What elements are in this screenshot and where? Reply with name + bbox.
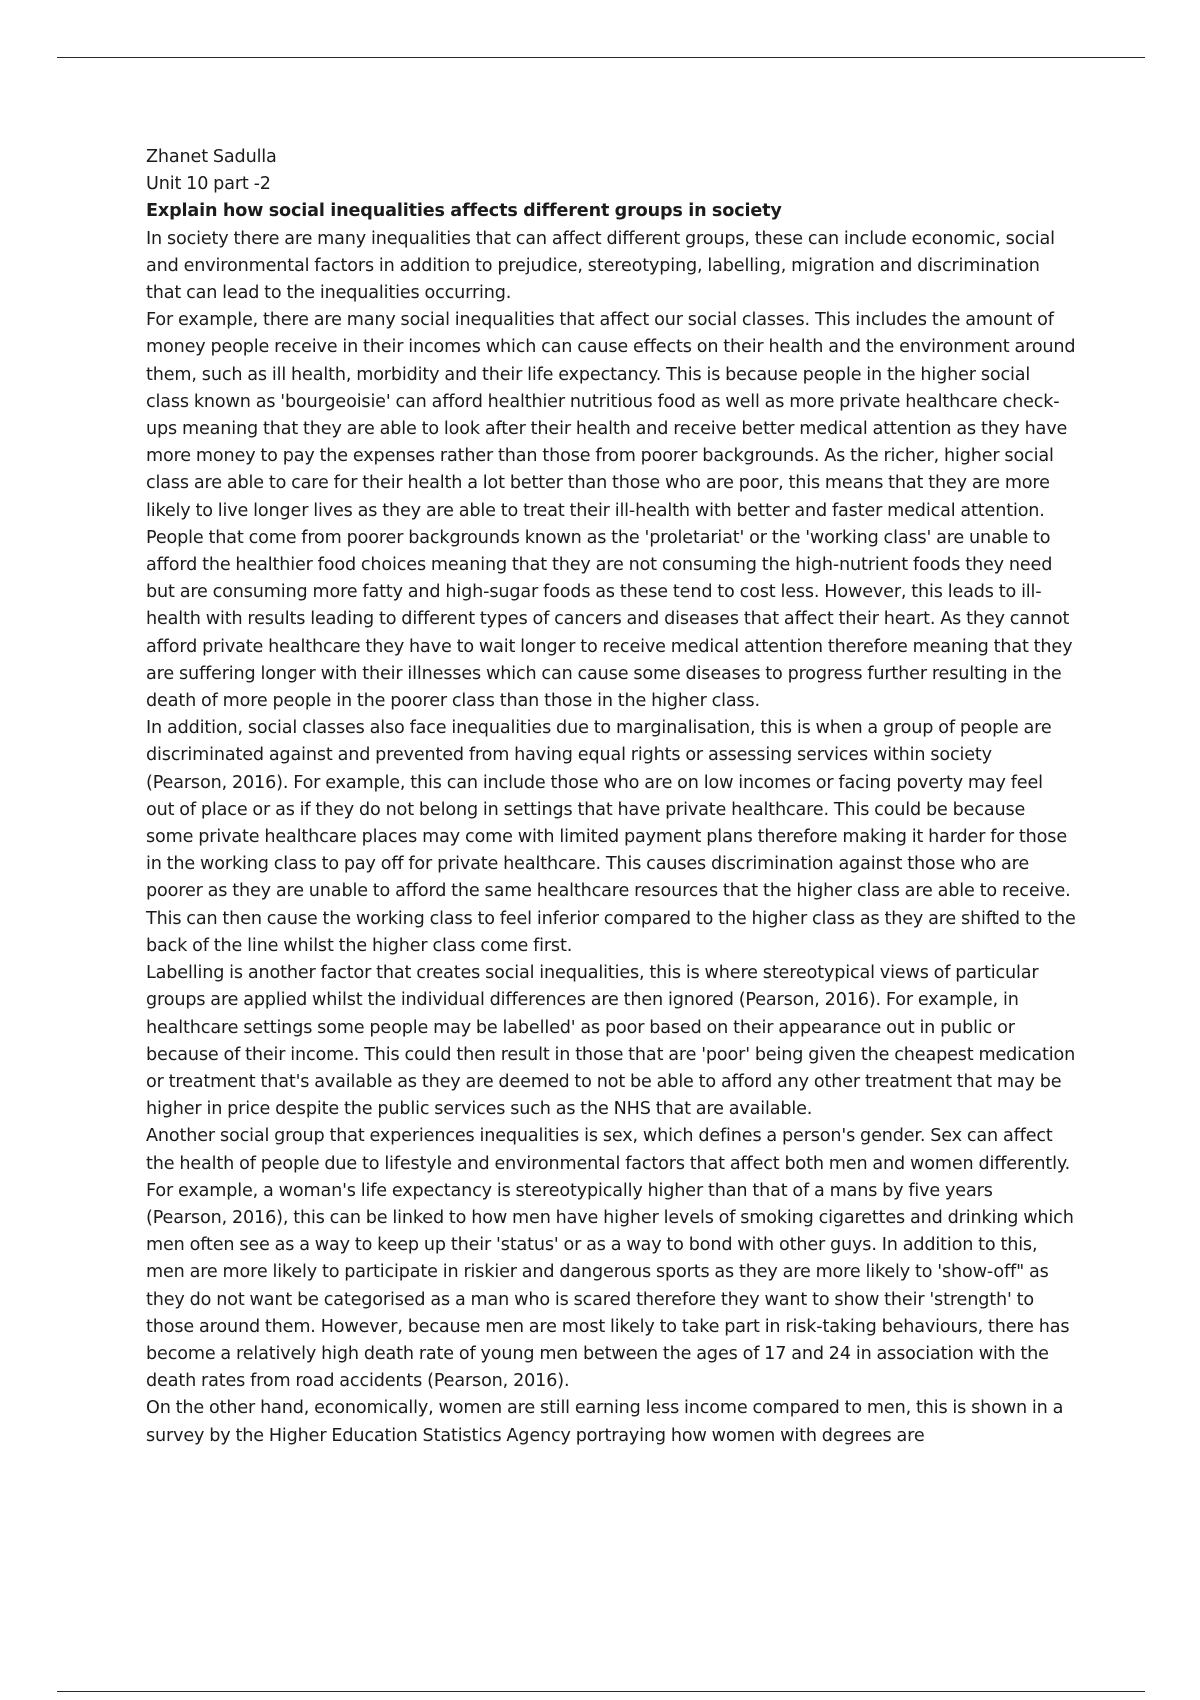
essay-question-heading: Explain how social inequalities affects different groups in society <box>146 201 782 222</box>
author-name: Zhanet Sadulla <box>146 147 277 167</box>
document-body <box>146 144 1076 1450</box>
paragraph-marginalisation: In addition, social classes also face inequalities due to marginalisation, this is when a group of people are discriminated against and prevented from having equal rights or assessing services within society (Pearson, 2016). For example, this can include those who are on low incomes or facing poverty may feel out of place or as if they do not belong in settings that have private healthcare. This could be because some private healthcare places may come with limited payment plans therefore making it harder for those in the working class to pay off for private healthcare. This causes discrimination against those who are poorer as they are unable to afford the same healthcare resources that the higher class are able to receive. This can then cause the working class to feel inferior compared to the higher class as they are shifted to the back of the line whilst the higher class come first. <box>146 718 1076 956</box>
paragraph-social-class: For example, there are many social inequalities that affect our social classes. This includes the amount of money people receive in their incomes which can cause effects on their health and the environment around them, such as ill health, morbidity and their life expectancy. This is because people in the higher social class known as 'bourgeoisie' can afford healthier nutritious food as well as more private healthcare check-ups meaning that they are able to look after their health and receive better medical attention as they have more money to pay the expenses rather than those from poorer backgrounds. As the richer, higher social class are able to care for their health a lot better than those who are poor, this means that they are more likely to live longer lives as they are able to treat their ill-health with better and faster medical attention. People that come from poorer backgrounds known as the 'proletariat' or the 'working class' are unable to afford the healthier food choices meaning that they are not consuming the high-nutrient foods they need but are consuming more fatty and high-sugar foods as these tend to cost less. However, this leads to ill-health with results leading to different types of cancers and diseases that affect their heart. As they cannot afford private healthcare they have to wait longer to receive medical attention therefore meaning that they are suffering longer with their illnesses which can cause some diseases to progress further resulting in the death of more people in the poorer class than those in the higher class. <box>146 310 1076 712</box>
bottom-rule <box>57 1691 1145 1692</box>
paragraph-labelling: Labelling is another factor that creates social inequalities, this is where stereotypical views of particular groups are applied whilst the individual differences are then ignored (Pearson, 2016). For example, in healthcare settings some people may be labelled' as poor based on their appearance out in public or because of their income. This could then result in those that are 'poor' being given the cheapest medication or treatment that's available as they are deemed to not be able to afford any other treatment that may be higher in price despite the public services such as the NHS that are available. <box>146 963 1076 1120</box>
paragraph-economic: On the other hand, economically, women are still earning less income compared to men, this is shown in a survey by the Higher Education Statistics Agency portraying how women with degrees are <box>146 1398 1064 1446</box>
top-rule <box>57 57 1145 58</box>
paragraph-sex: Another social group that experiences inequalities is sex, which defines a person's gender. Sex can affect the health of people due to lifestyle and environmental factors that affect both men and women differently. For example, a woman's life expectancy is stereotypically higher than that of a mans by five years (Pearson, 2016), this can be linked to how men have higher levels of smoking cigarettes and drinking which men often see as a way to keep up their 'status' or as a way to bond with other guys. In addition to this, men are more likely to participate in riskier and dangerous sports as they are more likely to 'show-off" as they do not want be categorised as a man who is scared therefore they want to show their 'strength' to those around them. However, because men are most likely to take part in risk-taking behaviours, there has become a relatively high death rate of young men between the ages of 17 and 24 in association with the death rates from road accidents (Pearson, 2016). <box>146 1126 1074 1392</box>
unit-label: Unit 10 part -2 <box>146 174 271 195</box>
paragraph-introduction: In society there are many inequalities that can affect different groups, these can include economic, social and environmental factors in addition to prejudice, stereotyping, labelling, migration and discrimination that can lead to the inequalities occurring. <box>146 228 1055 304</box>
